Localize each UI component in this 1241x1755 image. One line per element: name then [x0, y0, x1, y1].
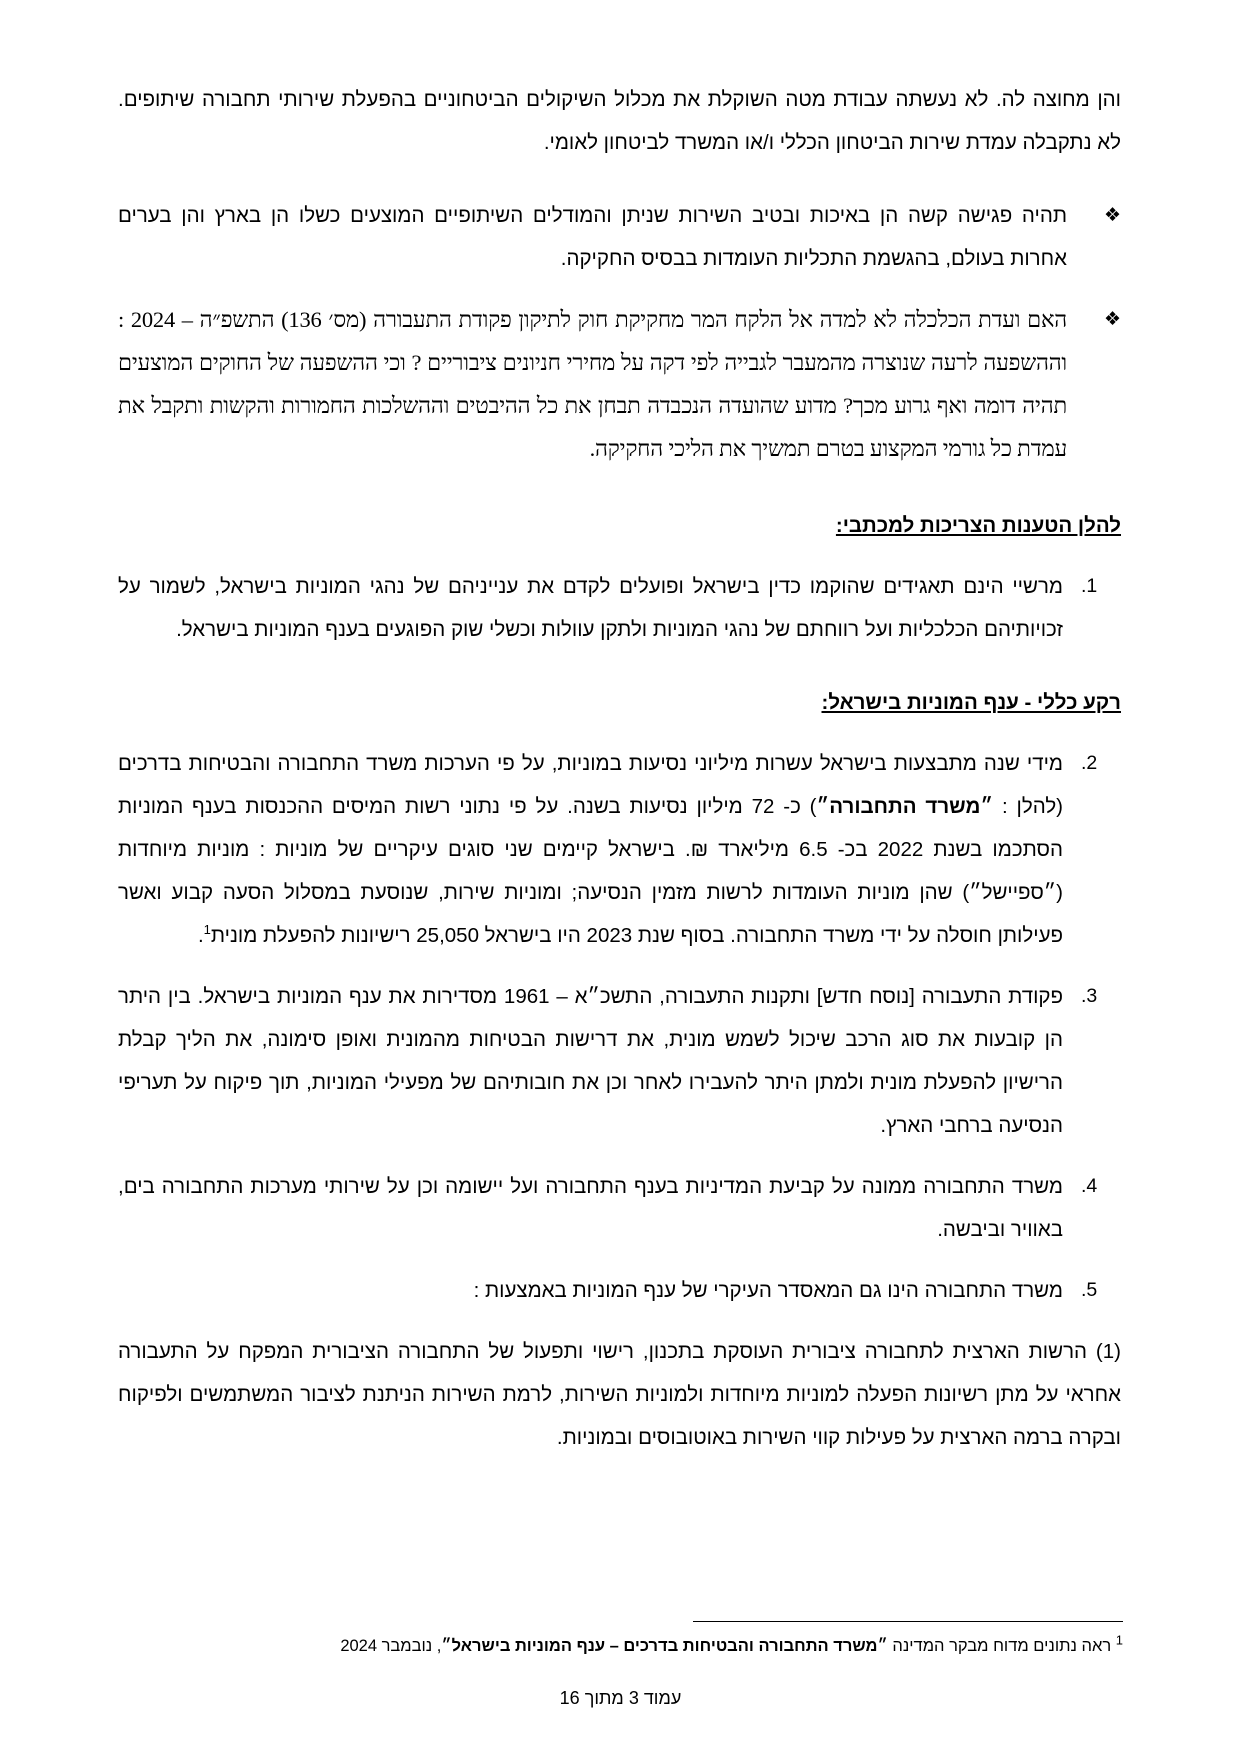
list-item-text — [118, 742, 1063, 957]
text-run: ראה נתונים מדוח מבקר המדינה — [887, 1637, 1116, 1655]
numbered-list-item — [118, 565, 1121, 651]
footnote-marker: 1 — [1115, 1632, 1123, 1648]
list-item-number: .1 — [1081, 575, 1098, 597]
numbered-list-item — [118, 1269, 1121, 1312]
list-item-text: מרשיי הינם תאגידים שהוקמו כדין בישראל ופועלים לקדם את ענייניהם של נהגי המוניות בישראל, לשמור על זכויותיהם הכלכליות ועל רווחתם של נהגי המוניות ולתקן עוולות וכשלי שוק הפוגעים בענף המוניות בישראל. — [118, 575, 1063, 641]
list-item-number: .3 — [1081, 985, 1098, 1007]
emphasis-report-title: ״משרד התחבורה והבטיחות בדרכים – ענף המוניות בישראל״ — [441, 1637, 888, 1655]
footnote-area — [120, 1621, 1123, 1659]
spacer — [118, 547, 1121, 565]
emphasis-ministry-of-transport: ״משרד התחבורה״ — [816, 795, 994, 818]
footnote-separator-rule — [693, 1621, 1123, 1622]
footnote-reference: 1 — [203, 922, 211, 938]
opening-paragraph: והן מחוצה לה. לא נעשתה עבודת מטה השוקלת את מכלול השיקולים הביטחוניים בהפעלת שירותי תחבורה שיתופים. לא נתקבלה עמדת שירות הביטחון הכללי ו/או המשרד לביטחון לאומי. — [118, 88, 1121, 154]
list-item-text: פקודת התעבורה [נוסח חדש] ותקנות התעבורה, התשכ״א – 1961 מסדירות את ענף המוניות בישראל. בין היתר הן קובעות את סוג הרכב שיכול לשמש מונית, את דרישות הבטיחות מהמונית ואופן סימונה, את הליך קבלת הרישיון להפעלת מונית ולמתן היתר להעבירו לאחר וכן את חובותיהם של מפעילי המוניות, תוך פיקוח על תעריפי הנסיעה ברחבי הארץ. — [118, 985, 1063, 1137]
section-heading-background: רקע כללי - ענף המוניות בישראל: — [821, 691, 1121, 714]
numbered-list-item — [118, 975, 1121, 1147]
bullet-item-text: האם ועדת הכלכלה לא למדה אל הלקח המר מחקיקת חוק לתיקון פקודת התעבורה (מס׳ 136) התשפ״ה – 2024 : וההשפעה לרעה שנוצרה מהמעבר לגבייה לפי דקה על מחירי חניונים ציבוריים ? וכי ההשפעה של החוקים המוצעים תהיה דומה ואף גרוע מכך? מדוע שהועדה הנכבדה תבחן את כל ההיבטים וההשלכות החמורות והקשות ותקבל את עמדת כל גורמי המקצוע בטרם תמשיך את הליכי החקיקה. — [118, 307, 1067, 461]
list-item-number: .4 — [1081, 1175, 1098, 1197]
bullet-item-text: תהיה פגישה קשה הן באיכות ובטיב השירות שניתן והמודלים השיתופיים המוצעים כשלו הן בארץ והן בערים אחרות בעולם, בהגשמת התכליות העומדות בבסיס החקיקה. — [118, 204, 1067, 270]
spacer — [118, 651, 1121, 681]
bullet-item — [118, 298, 1121, 470]
spacer — [118, 1251, 1121, 1269]
text-run: . — [197, 924, 204, 947]
spacer — [118, 1147, 1121, 1165]
bullet-item — [118, 194, 1121, 280]
text-run: מידי שנה מתבצעות בישראל עשרות מיליוני נסיעות במוניות, על פי הערכות משרד התחבורה והבטיחות בדרכים (להלן : — [118, 752, 1064, 818]
spacer — [118, 724, 1121, 742]
list-item-number: .2 — [1081, 752, 1098, 774]
text-run: ) כ- 72 מיליון נסיעות בשנה. על פי נתוני רשות המיסים ההכנסות בענף המוניות הסתכמו בשנת 2022 בכ- 6.5 מיליארד ₪. בישראל קיימים שני סוגים עיקריים של מוניות : מוניות מיוחדות (״ספיישל״) שהן מוניות העומדות לרשות מזמין הנסיעה; ומוניות שירות, שנוסעת במסלול הסעה קבוע ואשר פעילותן חוסלה על ידי משרד התחבורה. בסוף שנת 2023 היו בישראל 25,050 רישיונות להפעלת מונית — [118, 795, 1063, 947]
sub-paragraph-1: (1) הרשות הארצית לתחבורה ציבורית העוסקת בתכנון, רישוי ותפעול של התחבורה הציבורית המפקח על התעבורה אחראי על מתן רשיונות הפעלה למוניות מיוחדות ולמוניות השירות, לרמת השירות הניתנת לציבור המשתמשים ולפיקוח ובקרה ברמה הארצית על פעילות קווי השירות באוטובוסים ובמוניות. — [118, 1340, 1121, 1449]
spacer — [118, 957, 1121, 975]
numbered-list-item — [118, 742, 1121, 957]
list-item-number: .5 — [1081, 1279, 1098, 1301]
spacer — [118, 470, 1121, 504]
spacer — [118, 164, 1121, 194]
numbered-list-item — [118, 1165, 1121, 1251]
page-number: עמוד 3 מתוך 16 — [559, 1688, 682, 1708]
spacer — [118, 280, 1121, 298]
footnote-text — [120, 1629, 1123, 1659]
text-run: , נובמבר 2024 — [340, 1637, 442, 1655]
section-heading-claims: להלן הטענות הצריכות למכתבי: — [835, 514, 1121, 537]
spacer — [118, 1312, 1121, 1330]
list-item-text: משרד התחבורה ממונה על קביעת המדיניות בענף התחבורה ועל יישומה וכן על שירותי מערכות התחבורה בים, באוויר וביבשה. — [118, 1175, 1063, 1241]
diamond-bullet-icon: ❖ — [1103, 205, 1121, 226]
list-item-text: משרד התחבורה הינו גם המאסדר העיקרי של ענף המוניות באמצעות : — [473, 1279, 1063, 1302]
diamond-bullet-icon: ❖ — [1103, 309, 1121, 330]
